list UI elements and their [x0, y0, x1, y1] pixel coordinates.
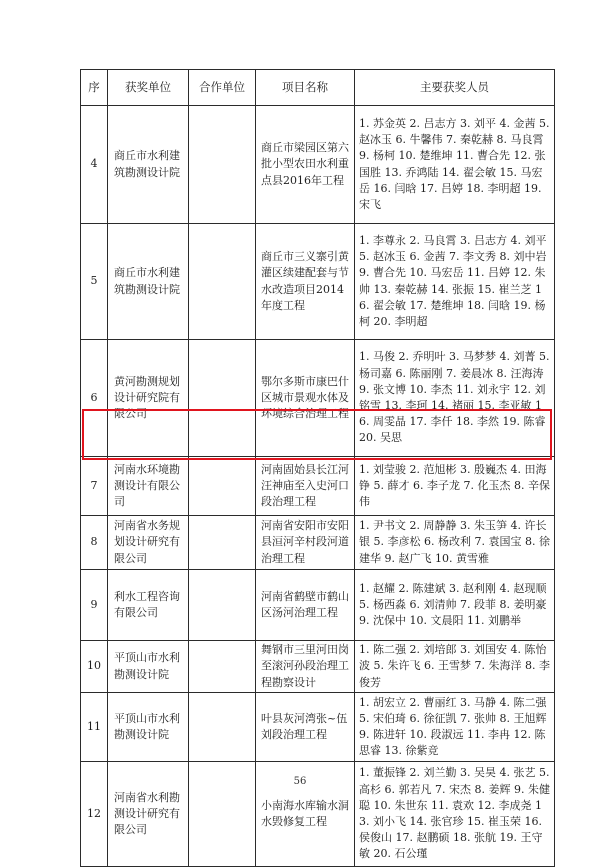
row-seq: 8 — [81, 516, 108, 570]
row-seq: 7 — [81, 457, 108, 516]
award-table — [80, 69, 555, 867]
table-row — [81, 340, 555, 457]
row-seq: 5 — [81, 224, 108, 340]
table-row — [81, 516, 555, 570]
table-row — [81, 106, 555, 224]
row-unit: 利水工程咨询有限公司 — [108, 570, 189, 641]
row-project: 鄂尔多斯市康巴什区城市景观水体及环境综合治理工程 — [256, 340, 355, 457]
table-row-highlighted — [81, 457, 555, 516]
row-unit: 河南省水利勘测设计研究有限公司 — [108, 762, 189, 867]
row-partner — [189, 106, 256, 224]
header-project: 项目名称 — [256, 70, 355, 106]
row-seq: 9 — [81, 570, 108, 641]
row-project: 商丘市三义寨引黄灌区续建配套与节水改造项目2014年度工程 — [256, 224, 355, 340]
row-seq: 4 — [81, 106, 108, 224]
row-people: 1. 苏金英 2. 吕志方 3. 刘平 4. 金茜 5. 赵冰玉 6. 牛馨伟 7. 秦乾赫 8. 马良霄 9. 杨柯 10. 楚维坤 11. 曹合先 12. 张国胜 13. 乔鸿陆 14. 翟会敏 15. 马宏岳 16. 闫晗 17. 吕婷 18. 李明超 19. 宋飞 — [355, 106, 555, 224]
row-project: 河南省鹤壁市鹤山区汤河治理工程 — [256, 570, 355, 641]
row-unit: 平顶山市水利勘测设计院 — [108, 693, 189, 762]
table-row — [81, 693, 555, 762]
row-partner — [189, 457, 256, 516]
row-seq: 11 — [81, 693, 108, 762]
row-unit: 商丘市水利建筑勘测设计院 — [108, 106, 189, 224]
row-partner — [189, 224, 256, 340]
row-people: 1. 赵耀 2. 陈建斌 3. 赵利刚 4. 赵现顺 5. 杨西淼 6. 刘清帅 7. 段菲 8. 姜明豪 9. 沈保中 10. 文晨阳 11. 刘鹏举 — [355, 570, 555, 641]
row-people: 1. 陈二强 2. 刘培郎 3. 刘国安 4. 陈怡波 5. 朱许飞 6. 王雪梦 7. 朱海洋 8. 李俊芳 — [355, 641, 555, 693]
table-header-row — [81, 70, 555, 106]
row-people: 1. 尹书文 2. 周静静 3. 朱玉笋 4. 许长银 5. 李彦松 6. 杨改利 7. 袁国宝 8. 徐建华 9. 赵广飞 10. 黄雪雅 — [355, 516, 555, 570]
row-people: 1. 胡宏立 2. 曹丽红 3. 马静 4. 陈二强 5. 宋伯琦 6. 徐征凯 7. 张帅 8. 王旭辉 9. 陈进轩 10. 段淑远 11. 李冉 12. 陈思睿 13. 徐紫竞 — [355, 693, 555, 762]
table-row — [81, 641, 555, 693]
row-seq: 10 — [81, 641, 108, 693]
row-project: 舞钢市三里河田岗至滚河孙段治理工程勘察设计 — [256, 641, 355, 693]
row-project: 河南固始县长江河汪神庙至入史河口段治理工程 — [256, 457, 355, 516]
header-unit: 获奖单位 — [108, 70, 189, 106]
row-unit: 河南水环境勘测设计有限公司 — [108, 457, 189, 516]
row-partner — [189, 340, 256, 457]
row-people: 1. 李尊永 2. 马良霄 3. 吕志方 4. 刘平 5. 赵冰玉 6. 金茜 7. 李文秀 8. 刘中岩 9. 曹合先 10. 马宏岳 11. 吕婷 12. 朱帅 13. 秦乾赫 14. 张振 15. 崔兰芝 16. 翟会敏 17. 楚维坤 18. 闫晗 19. 杨柯 20. 李明超 — [355, 224, 555, 340]
row-unit: 商丘市水利建筑勘测设计院 — [108, 224, 189, 340]
header-people: 主要获奖人员 — [355, 70, 555, 106]
row-partner — [189, 693, 256, 762]
row-seq: 6 — [81, 340, 108, 457]
row-project: 小南海水库输水洞水毁修复工程 — [256, 762, 355, 867]
row-unit: 黄河勘测规划设计研究院有限公司 — [108, 340, 189, 457]
row-people: 1. 刘莹骏 2. 范旭彬 3. 殷巍杰 4. 田海铮 5. 薛才 6. 李子龙 7. 化玉杰 8. 辛保伟 — [355, 457, 555, 516]
row-unit: 河南省水务规划设计研究有限公司 — [108, 516, 189, 570]
table-row — [81, 224, 555, 340]
table-row — [81, 570, 555, 641]
row-partner — [189, 641, 256, 693]
page-number: 56 — [293, 776, 307, 787]
header-partner: 合作单位 — [189, 70, 256, 106]
row-project: 河南省安阳市安阳县洹河辛村段河道治理工程 — [256, 516, 355, 570]
row-partner — [189, 516, 256, 570]
row-people: 1. 马俊 2. 乔明叶 3. 马梦梦 4. 刘菁 5. 杨司嘉 6. 陈丽刚 7. 姜晨冰 8. 汪海涛 9. 张文博 10. 李杰 11. 刘永宇 12. 刘铭雪 13. 李珂 14. 褚丽 15. 李亚敏 16. 周雯晶 17. 李仟 18. 李然 19. 陈睿 20. 吴思 — [355, 340, 555, 457]
row-project: 商丘市梁园区第六批小型农田水利重点县2016年工程 — [256, 106, 355, 224]
row-unit: 平顶山市水利勘测设计院 — [108, 641, 189, 693]
row-partner — [189, 570, 256, 641]
row-people: 1. 董振锋 2. 刘兰勤 3. 吴昊 4. 张艺 5. 高杉 6. 郭若凡 7. 宋杰 8. 姜辉 9. 朱健聪 10. 朱世东 11. 袁欢 12. 李成尧 13. 刘小飞 14. 张官珍 15. 崔玉荣 16. 侯俊山 17. 赵鹏硕 18. 张航 19. 王守敏 20. 石公瑾 — [355, 762, 555, 867]
row-project: 叶县灰河湾张~伍刘段治理工程 — [256, 693, 355, 762]
header-seq: 序 — [81, 70, 108, 106]
row-seq: 12 — [81, 762, 108, 867]
